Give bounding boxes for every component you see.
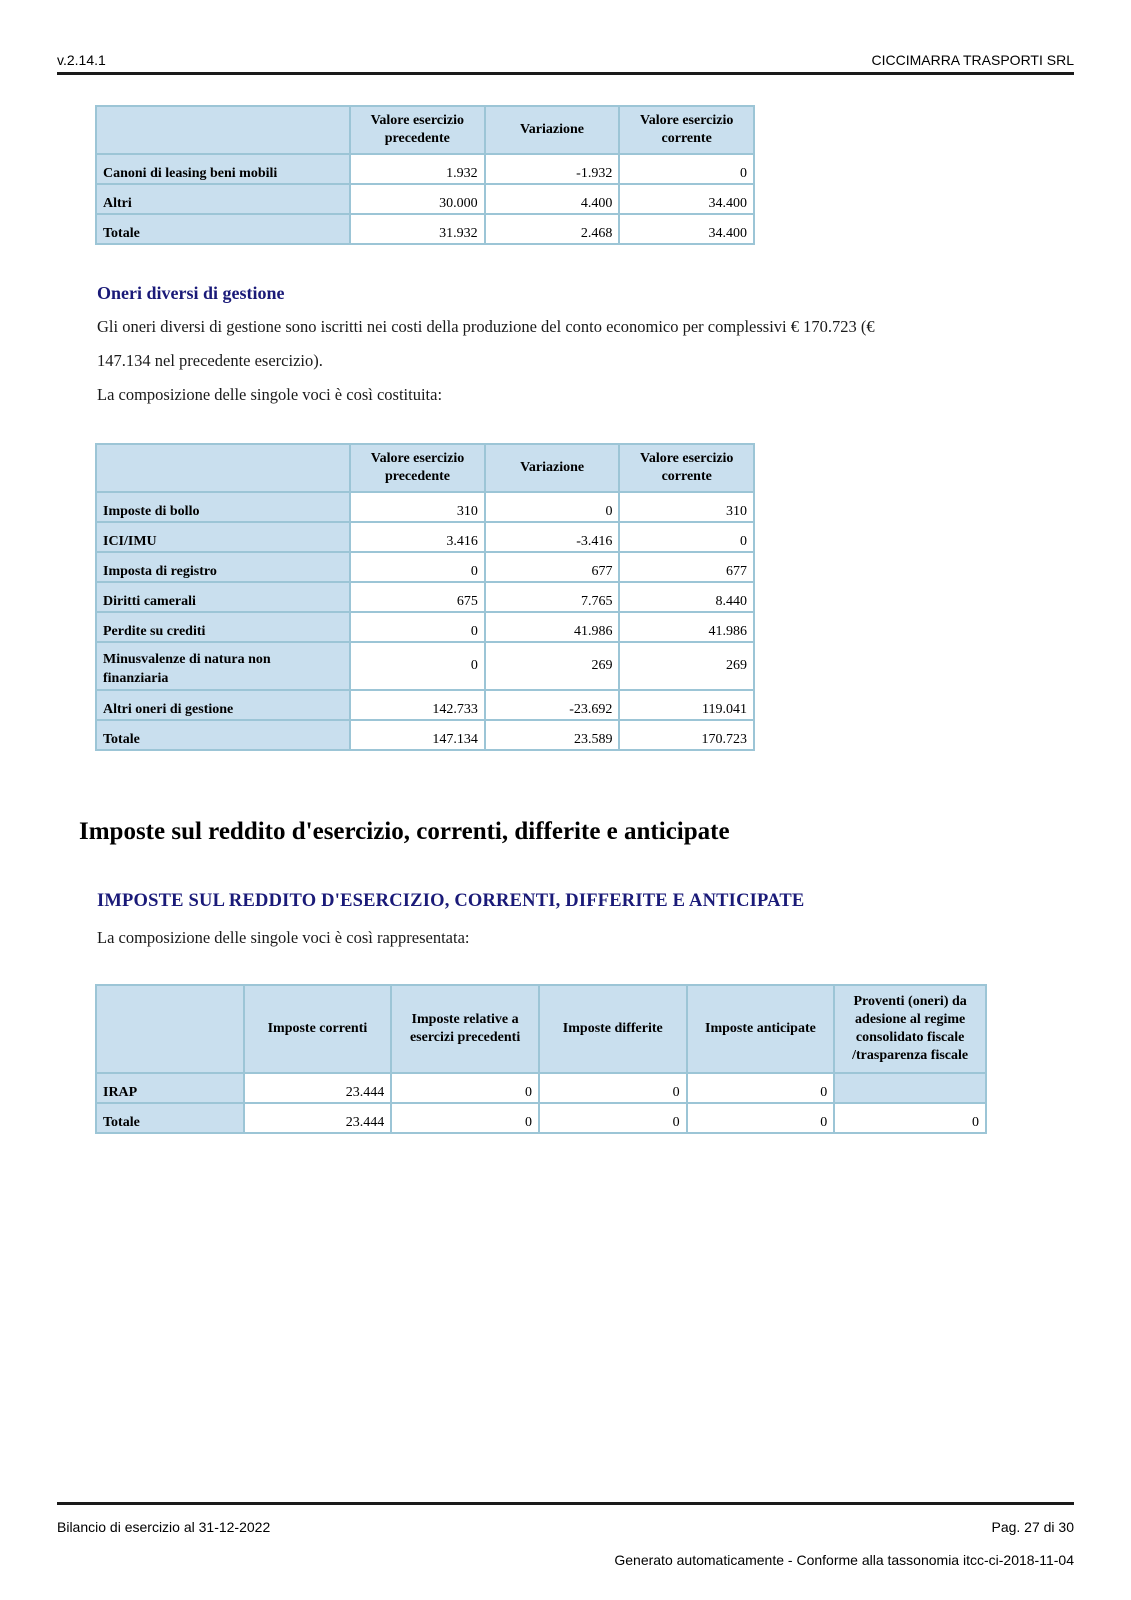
table-header-row: [96, 444, 754, 492]
cell-imposte-correnti: 23.444: [244, 1073, 392, 1103]
table-total-row: [96, 1103, 986, 1133]
paragraph: La composizione delle singole voci è così costituita:: [97, 385, 443, 404]
row-label: Perdite su crediti: [96, 612, 350, 642]
cell-var: 4.400: [485, 184, 620, 214]
cell-prev: 30.000: [350, 184, 485, 214]
cell-var: 269: [485, 642, 620, 690]
leasing-table: [95, 105, 755, 245]
paragraph-line: Gli oneri diversi di gestione sono iscritti nei costi della produzione del conto economico per complessivi € 170.723 (€: [97, 317, 875, 336]
page-number: Pag. 27 di 30: [991, 1519, 1074, 1535]
table-row: [96, 582, 754, 612]
table-row: [96, 690, 754, 720]
cell-var: -1.932: [485, 154, 620, 184]
footer-generated-note: Generato automaticamente - Conforme alla tassonomia itcc-ci-2018-11-04: [614, 1552, 1074, 1568]
cell-var: 23.589: [485, 720, 620, 750]
table-row: [96, 154, 754, 184]
cell-prev: 675: [350, 582, 485, 612]
imposte-table: [95, 984, 987, 1134]
cell-curr: 34.400: [619, 184, 754, 214]
cell-curr: 269: [619, 642, 754, 690]
cell-prev: 0: [350, 642, 485, 690]
table-row: [96, 1073, 986, 1103]
cell-prev: 142.733: [350, 690, 485, 720]
column-header: Valore esercizio corrente: [619, 444, 754, 492]
cell-var: 41.986: [485, 612, 620, 642]
row-label: Diritti camerali: [96, 582, 350, 612]
table-row: [96, 552, 754, 582]
column-header: [96, 106, 350, 154]
table-header-row: [96, 106, 754, 154]
section-subheading: IMPOSTE SUL REDDITO D'ESERCIZIO, CORRENTI, DIFFERITE E ANTICIPATE: [97, 891, 805, 911]
cell-prev: 0: [350, 612, 485, 642]
cell-esercizi-precedenti: 0: [391, 1073, 539, 1103]
row-label: Altri oneri di gestione: [96, 690, 350, 720]
cell-imposte-differite: 0: [539, 1103, 687, 1133]
cell-curr: 0: [619, 154, 754, 184]
column-header: Proventi (oneri) da adesione al regime consolidato fiscale /trasparenza fiscale: [834, 985, 986, 1073]
cell-prev: 3.416: [350, 522, 485, 552]
cell-prev: 1.932: [350, 154, 485, 184]
footer-document-title: Bilancio di esercizio al 31-12-2022: [57, 1519, 271, 1535]
row-label: Totale: [96, 214, 350, 244]
section-subheading: Oneri diversi di gestione: [97, 283, 285, 303]
cell-curr: 310: [619, 492, 754, 522]
cell-var: 7.765: [485, 582, 620, 612]
cell-prev: 31.932: [350, 214, 485, 244]
table-total-row: [96, 720, 754, 750]
table-row: [96, 184, 754, 214]
version-label: v.2.14.1: [57, 52, 106, 68]
cell-curr: 0: [619, 522, 754, 552]
row-label: Totale: [96, 720, 350, 750]
table-row: [96, 612, 754, 642]
row-label: IRAP: [96, 1073, 244, 1103]
cell-esercizi-precedenti: 0: [391, 1103, 539, 1133]
cell-var: -23.692: [485, 690, 620, 720]
cell-curr: 170.723: [619, 720, 754, 750]
cell-curr: 34.400: [619, 214, 754, 244]
cell-var: -3.416: [485, 522, 620, 552]
cell-imposte-anticipate: 0: [687, 1073, 835, 1103]
table-row: [96, 492, 754, 522]
company-name: CICCIMARRA TRASPORTI SRL: [871, 52, 1074, 68]
row-label: Altri: [96, 184, 350, 214]
column-header: Valore esercizio precedente: [350, 106, 485, 154]
cell-curr: 119.041: [619, 690, 754, 720]
column-header: Imposte anticipate: [687, 985, 835, 1073]
cell-prev: 147.134: [350, 720, 485, 750]
row-label: Imposta di registro: [96, 552, 350, 582]
column-header: Valore esercizio precedente: [350, 444, 485, 492]
cell-curr: 41.986: [619, 612, 754, 642]
table-row: [96, 642, 754, 690]
column-header: Valore esercizio corrente: [619, 106, 754, 154]
cell-curr: 8.440: [619, 582, 754, 612]
column-header: Variazione: [485, 106, 620, 154]
section-heading: Imposte sul reddito d'esercizio, correnti, differite e anticipate: [79, 818, 730, 845]
cell-proventi-empty: [834, 1073, 986, 1103]
footer-divider: [57, 1502, 1074, 1505]
column-header: [96, 444, 350, 492]
header-divider: [57, 72, 1074, 75]
row-label: Totale: [96, 1103, 244, 1133]
column-header: Imposte differite: [539, 985, 687, 1073]
cell-prev: 310: [350, 492, 485, 522]
paragraph-line: 147.134 nel precedente esercizio).: [97, 351, 323, 370]
cell-imposte-anticipate: 0: [687, 1103, 835, 1133]
cell-var: 0: [485, 492, 620, 522]
column-header: Variazione: [485, 444, 620, 492]
column-header: Imposte relative a esercizi precedenti: [391, 985, 539, 1073]
paragraph: La composizione delle singole voci è così rappresentata:: [97, 928, 470, 947]
table-total-row: [96, 214, 754, 244]
cell-curr: 677: [619, 552, 754, 582]
cell-imposte-correnti: 23.444: [244, 1103, 392, 1133]
cell-var: 2.468: [485, 214, 620, 244]
column-header: [96, 985, 244, 1073]
table-header-row: [96, 985, 986, 1073]
row-label: Canoni di leasing beni mobili: [96, 154, 350, 184]
row-label: Minusvalenze di natura non finanziaria: [96, 642, 350, 690]
cell-var: 677: [485, 552, 620, 582]
cell-proventi: 0: [834, 1103, 986, 1133]
cell-prev: 0: [350, 552, 485, 582]
column-header: Imposte correnti: [244, 985, 392, 1073]
row-label: Imposte di bollo: [96, 492, 350, 522]
oneri-table: [95, 443, 755, 751]
cell-imposte-differite: 0: [539, 1073, 687, 1103]
row-label: ICI/IMU: [96, 522, 350, 552]
table-row: [96, 522, 754, 552]
